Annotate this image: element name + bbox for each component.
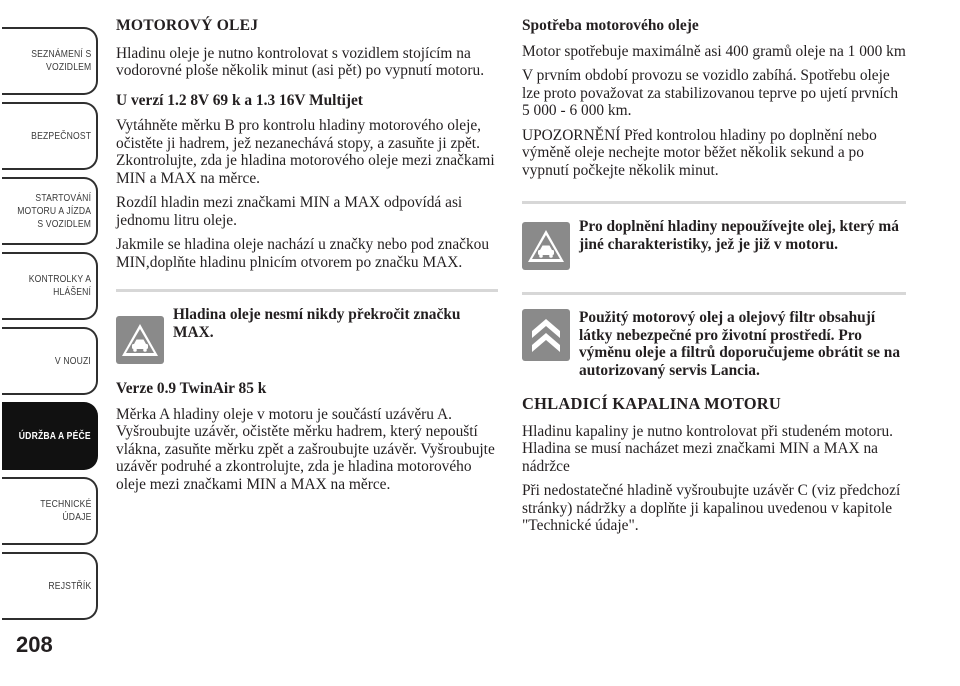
tab-label: BEZPEČNOST bbox=[30, 129, 91, 142]
divider bbox=[522, 292, 906, 295]
environment-note bbox=[522, 309, 906, 379]
paragraph: V prvním období provozu se vozidlo zabíhá. Spotřebu oleje lze proto považovat za stabilizovanou teprve po ujetí prvních 5 000 - 6 000 km. bbox=[522, 67, 899, 119]
tab-label: TECHNICKÉ ÚDAJE bbox=[39, 498, 91, 523]
environment-chevron-icon bbox=[522, 309, 570, 361]
paragraph: Vytáhněte měrku B pro kontrolu hladiny motorového oleje, očistěte ji hadrem, jež nezanechává stopy, a zasuňte ji zpět. Zkontrolujte, zda je hladina motorového oleje mezi značkami MIN a MAX na měrce. bbox=[116, 117, 495, 187]
paragraph: Při nedostatečné hladině vyšroubujte uzávěr C (viz předchozí stránky) nádržky a doplňte ji kapalinou uvedenou v kapitole "Technické údaje". bbox=[522, 482, 901, 534]
divider bbox=[116, 289, 498, 292]
tab-startovani[interactable] bbox=[2, 177, 98, 245]
tab-label: STARTOVÁNÍ MOTORU A JÍZDA S VOZIDLEM bbox=[17, 191, 91, 230]
tab-label: SEZNÁMENÍ S VOZIDLEM bbox=[30, 48, 91, 73]
paragraph: Měrka A hladiny oleje v motoru je součástí uzávěru A. Vyšroubujte uzávěr, očistěte měrku hadrem, který nepouští vlákna, zasuňte měrku zpět a zašroubujte uzávěr. Vyšroubujte uzávěr podruhé a zkontrolujte, zda je hladina motorového oleje mezi značkami MIN a MAX na měrce. bbox=[116, 405, 495, 493]
warning-text: Pro doplnění hladiny nepoužívejte olej, který má jiné charakteristiky, jež je již v motoru. bbox=[579, 218, 899, 253]
environment-text: Použitý motorový olej a olejový filtr obsahují látky nebezpečné pro životní prostředí. Pro výměnu oleje a filtrů doporučujeme obrátit se na autorizovaný servis Lancia. bbox=[579, 309, 901, 379]
tab-v-nouzi[interactable] bbox=[2, 327, 98, 395]
section-tabs bbox=[0, 0, 100, 640]
paragraph: UPOZORNĚNÍ Před kontrolou hladiny po doplnění nebo výměně oleje nechejte motor běžet několik sekund a po vypnutí počkejte několik minut. bbox=[522, 126, 877, 179]
right-column bbox=[522, 17, 906, 542]
warning-note bbox=[522, 218, 906, 278]
tab-udrzba-active[interactable] bbox=[2, 402, 98, 470]
paragraph: Hladinu kapaliny je nutno kontrolovat při studeném motoru. Hladina se musí nacházet mezi značkami MIN a MAX na nádržce bbox=[522, 422, 894, 475]
tab-bezpecnost[interactable] bbox=[2, 102, 98, 170]
section-heading-engine-oil: MOTOROVÝ OLEJ bbox=[116, 17, 259, 34]
paragraph: Hladinu oleje je nutno kontrolovat s vozidlem stojícím na vodorovné ploše několik minut (asi pět) po vypnutí motoru. bbox=[116, 44, 485, 79]
subheading-versions: U verzí 1.2 8V 69 k a 1.3 16V Multijet bbox=[116, 91, 363, 109]
left-column bbox=[116, 17, 498, 500]
car-warning-triangle-icon bbox=[522, 222, 570, 270]
tab-kontrolky[interactable] bbox=[2, 252, 98, 320]
section-heading-coolant: CHLADICÍ KAPALINA MOTORU bbox=[522, 394, 782, 413]
tab-label: ÚDRŽBA A PÉČE bbox=[19, 429, 91, 442]
paragraph: Motor spotřebuje maximálně asi 400 gramů oleje na 1 000 km bbox=[522, 42, 906, 60]
tab-label: REJSTŘÍK bbox=[48, 579, 91, 592]
subheading-twinair: Verze 0.9 TwinAir 85 k bbox=[116, 380, 267, 397]
paragraph: Jakmile se hladina oleje nachází u značky nebo pod značkou MIN,doplňte hladinu plnicím otvorem po značku MAX. bbox=[116, 236, 490, 271]
tab-technicke-udaje[interactable] bbox=[2, 477, 98, 545]
warning-note bbox=[116, 306, 498, 366]
warning-text: Hladina oleje nesmí nikdy překročit značku MAX. bbox=[173, 306, 461, 341]
subheading-oil-consumption: Spotřeba motorového oleje bbox=[522, 17, 699, 34]
paragraph: Rozdíl hladin mezi značkami MIN a MAX odpovídá asi jednomu litru oleje. bbox=[116, 194, 463, 229]
tab-label: V NOUZI bbox=[54, 354, 91, 367]
tab-rejstrik[interactable] bbox=[2, 552, 98, 620]
car-warning-triangle-icon bbox=[116, 316, 164, 364]
page-number: 208 bbox=[16, 632, 53, 657]
tab-seznameni[interactable] bbox=[2, 27, 98, 95]
divider bbox=[522, 201, 906, 204]
tab-label: KONTROLKY A HLÁŠENÍ bbox=[28, 273, 91, 298]
